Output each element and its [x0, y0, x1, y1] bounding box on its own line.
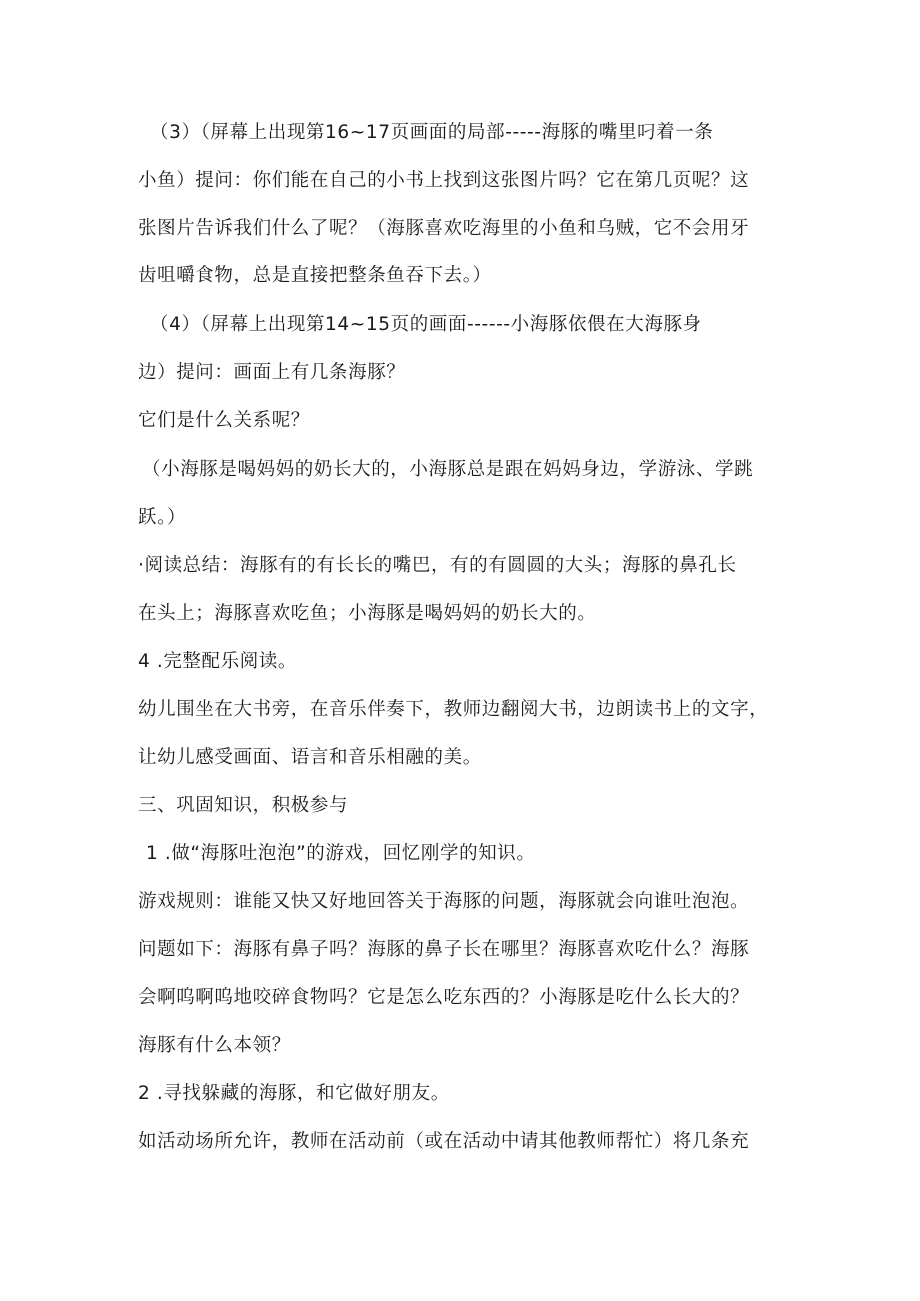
paragraph-line: 它们是什么关系呢？ — [138, 410, 310, 431]
paragraph-line: 小鱼）提问：你们能在自己的小书上找到这张图片吗？它在第几页呢？这 — [138, 170, 750, 191]
section-heading: 三、巩固知识，积极参与 — [138, 795, 349, 816]
paragraph-line: 如活动场所允许，教师在活动前（或在活动中请其他教师帮忙）将几条充 — [138, 1131, 750, 1152]
paragraph-line: 海豚有什么本领？ — [138, 1035, 291, 1056]
section-heading: 2 .寻找躲藏的海豚，和它做好朋友。 — [138, 1083, 450, 1104]
paragraph-line: 游戏规则：谁能又快又好地回答关于海豚的问题，海豚就会向谁吐泡泡。 — [138, 891, 750, 912]
paragraph-line: 张图片告诉我们什么了呢？（海豚喜欢吃海里的小鱼和乌贼，它不会用牙 — [138, 218, 750, 239]
paragraph-line: （3）（屏幕上出现第16~17页画面的局部-----海豚的嘴里叼着一条 — [150, 122, 714, 143]
paragraph-line: 让幼儿感受画面、语言和音乐相融的美。 — [138, 747, 482, 768]
section-heading: 1 .做“海豚吐泡泡”的游戏，回忆刚学的知识。 — [146, 843, 536, 864]
paragraph-line: （4）（屏幕上出现第14~15页的画面------小海豚依偎在大海豚身 — [150, 314, 702, 335]
paragraph-line: 边）提问：画面上有几条海豚？ — [138, 362, 406, 383]
paragraph-line: （小海豚是喝妈妈的奶长大的，小海豚总是跟在妈妈身边，学游泳、学跳 — [142, 459, 754, 480]
paragraph-line: 幼儿围坐在大书旁，在音乐伴奏下，教师边翻阅大书，边朗读书上的文字， — [138, 699, 769, 720]
paragraph-line: ·阅读总结：海豚有的有长长的嘴巴，有的有圆圆的大头；海豚的鼻孔长 — [138, 555, 737, 576]
section-heading: 4 .完整配乐阅读。 — [138, 651, 298, 672]
paragraph-line: 跃。） — [138, 507, 187, 528]
paragraph-line: 在头上；海豚喜欢吃鱼；小海豚是喝妈妈的奶长大的。 — [138, 603, 597, 624]
paragraph-line: 会啊呜啊呜地咬碎食物吗？它是怎么吃东西的？小海豚是吃什么长大的？ — [138, 987, 750, 1008]
paragraph-line: 齿咀嚼食物，总是直接把整条鱼吞下去。） — [138, 265, 492, 286]
paragraph-line: 问题如下：海豚有鼻子吗？海豚的鼻子长在哪里？海豚喜欢吃什么？海豚 — [138, 939, 750, 960]
